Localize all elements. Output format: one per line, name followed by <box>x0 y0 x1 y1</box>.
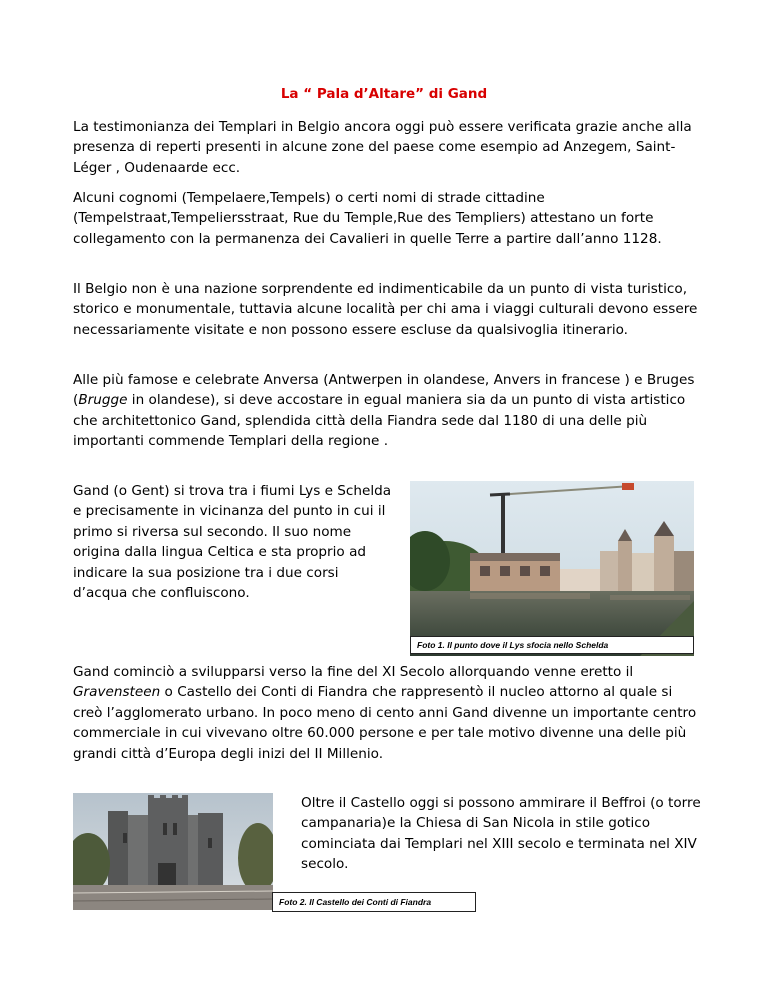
photo-1-caption: Foto 1. Il punto dove il Lys sfocia nello Schelda <box>410 636 694 654</box>
river-photo-image <box>410 481 694 656</box>
paragraph-4: Alle più famose e celebrate Anversa (Antwerpen in olandese, Anvers in francese ) e Bruges (Brugge in olandese), si deve accostare in egual maniera sia da un punto di vista artistico che architettonico Gand, splendida città della Fiandra sede dal 1180 di una delle più importanti commende Templari della regione . <box>73 372 695 450</box>
photo-2-caption: Foto 2. Il Castello dei Conti di Fiandra <box>272 892 476 912</box>
castle-photo-image <box>73 793 273 910</box>
paragraph-3: Il Belgio non è una nazione sorprendente ed indimenticabile da un punto di vista turistico, storico e monumentale, tuttavia alcune località per chi ama i viaggi culturali devono essere necessariamente visitate e non possono essere escluse da qualsivoglia itinerario. <box>73 281 698 338</box>
document-title: La “ Pala d’Altare” di Gand <box>280 86 488 102</box>
paragraph-6: Gand cominciò a svilupparsi verso la fine del XI Secolo allorquando venne eretto il Gravensteen o Castello dei Conti di Fiandra che rappresentò il nucleo attorno al quale si creò l’agglomerato urbano. In poco meno di cento anni Gand divenne un importante centro commerciale in cui vivevano oltre 60.000 persone e per tale motivo divenne una delle più grandi città d’Europa degli inizi del II Millenio. <box>73 664 697 762</box>
paragraph-2: Alcuni cognomi (Tempelaere,Tempels) o certi nomi di strade cittadine (Tempelstraat,Tempeliersstraat, Rue du Temple,Rue des Templiers) attestano un forte collegamento con la permanenza dei Cavalieri in quelle Terre a partire dall’anno 1128. <box>73 190 662 247</box>
paragraph-5: Gand (o Gent) si trova tra i fiumi Lys e Schelda e precisamente in vicinanza del punto in cui il primo si riversa sul secondo. Il suo nome origina dalla lingua Celtica e sta proprio ad indicare la sua posizione tra i due corsi d’acqua che confluiscono. <box>73 483 392 602</box>
photo-river-confluence <box>410 481 694 656</box>
photo-castle <box>73 793 273 910</box>
paragraph-7: Oltre il Castello oggi si possono ammirare il Beffroi (o torre campanaria)e la Chiesa di San Nicola in stile gotico cominciata dai Templari nel XIII secolo e terminata nel XIV secolo. <box>301 795 701 873</box>
paragraph-1: La testimonianza dei Templari in Belgio ancora oggi può essere verificata grazie anche alla presenza di reperti presenti in alcune zone del paese come esempio ad Anzegem, Saint-Léger , Oudenaarde ecc. <box>73 119 692 176</box>
